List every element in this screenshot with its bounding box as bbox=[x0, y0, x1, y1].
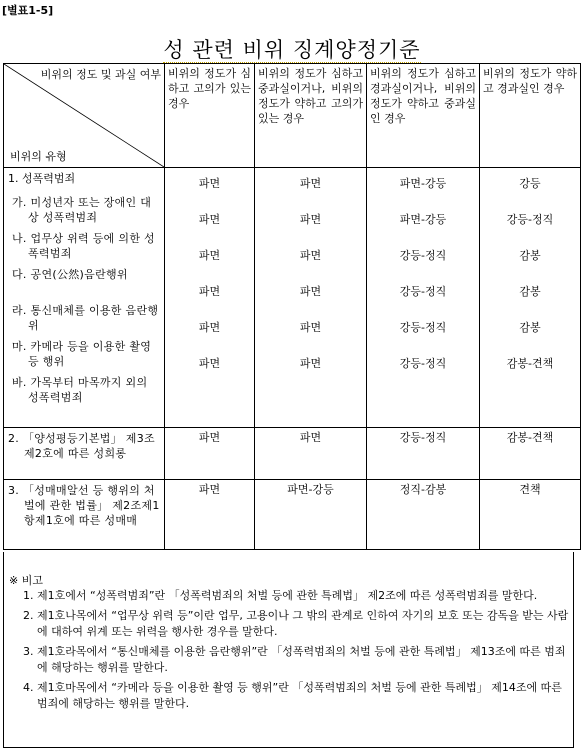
penalty-value: 파면 bbox=[299, 285, 322, 298]
penalty-value: 파면 bbox=[299, 321, 322, 334]
penalty-column-3 bbox=[367, 168, 480, 428]
violation-type-cell bbox=[4, 168, 165, 428]
penalty-value: 강등 bbox=[519, 177, 541, 190]
table-row-sexual-violence bbox=[4, 168, 581, 428]
penalty-value: 강등-정직 bbox=[399, 249, 447, 262]
penalty-column-4 bbox=[480, 168, 581, 428]
penalty-value: 강등-정직 bbox=[506, 213, 554, 226]
violation-type-cell bbox=[4, 428, 165, 480]
note-item: 1. 제1호에서 “성폭력범죄”란 「성폭력범죄의 처벌 등에 관한 특례법」 제2조에 따른 성폭력범죄를 말한다. bbox=[23, 589, 538, 602]
penalty-value: 감봉 bbox=[519, 321, 541, 334]
table-row-sexual-harassment bbox=[4, 428, 581, 480]
note-item: 2. 제1호나목에서 “업무상 위력 등”이란 업무, 고용이나 그 밖의 관계로 인하여 자기의 보호 또는 감독을 받는 사람에 대하여 위계 또는 위력을 행사한 경우를 말한다. bbox=[23, 609, 569, 638]
header-column-3: 비위의 정도가 심하고 경과실이거나, 비위의 정도가 약하고 중과실인 경우 bbox=[367, 64, 480, 168]
penalty-column-1 bbox=[165, 168, 255, 428]
notes-section bbox=[3, 552, 574, 748]
row-title: 1. 성폭력범죄 bbox=[8, 172, 76, 185]
list-item: 나. 업무상 위력 등에 의한 성폭력범죄 bbox=[12, 232, 155, 260]
list-item: 라. 통신매체를 이용한 음란행위 bbox=[12, 304, 159, 332]
list-item: 다. 공연(公然)음란행위 bbox=[12, 268, 128, 281]
header-type-label: 비위의 유형 bbox=[10, 150, 67, 163]
penalty-column-2 bbox=[255, 168, 367, 428]
header-row bbox=[4, 64, 581, 168]
violation-type-cell bbox=[4, 480, 165, 550]
diagonal-header-cell bbox=[4, 64, 165, 168]
penalty-value: 파면 bbox=[198, 285, 221, 298]
notes-title: ※ 비고 bbox=[9, 574, 43, 587]
penalty-value: 강등-정직 bbox=[399, 357, 447, 370]
note-item: 4. 제1호마목에서 “카메라 등을 이용한 촬영 등 행위”란 「성폭력범죄의 처벌 등에 관한 특례법」 제14조에 따른 범죄에 해당하는 행위를 말한다. bbox=[23, 681, 562, 710]
penalty-value: 파면 bbox=[198, 213, 221, 226]
penalty-value: 파면-강등 bbox=[255, 480, 367, 550]
row-title: 2. 「양성평등기본법」 제3조제2호에 따른 성희롱 bbox=[8, 432, 155, 460]
penalty-table bbox=[3, 63, 581, 550]
penalty-value: 강등-정직 bbox=[399, 285, 447, 298]
penalty-value: 파면 bbox=[198, 177, 221, 190]
header-column-2: 비위의 정도가 심하고 중과실이거나, 비위의 정도가 약하고 고의가 있는 경우 bbox=[255, 64, 367, 168]
penalty-value: 파면-강등 bbox=[399, 213, 447, 226]
document-title: 성 관련 비위 징계양정기준 bbox=[163, 38, 421, 62]
header-column-1: 비위의 정도가 심하고 고의가 있는 경우 bbox=[165, 64, 255, 168]
penalty-value: 파면 bbox=[255, 428, 367, 480]
penalty-value: 파면 bbox=[198, 249, 221, 262]
penalty-value: 파면 bbox=[165, 480, 255, 550]
penalty-value: 감봉-견책 bbox=[480, 428, 581, 480]
table-row-prostitution bbox=[4, 480, 581, 550]
penalty-value: 파면 bbox=[198, 321, 221, 334]
note-item: 3. 제1호라목에서 “통신매체를 이용한 음란행위”란 「성폭력범죄의 처벌 등에 관한 특례법」 제13조에 따른 범죄에 해당하는 행위를 말한다. bbox=[23, 645, 566, 674]
list-item: 가. 미성년자 또는 장애인 대상 성폭력범죄 bbox=[12, 196, 152, 224]
penalty-value: 견책 bbox=[480, 480, 581, 550]
penalty-value: 파면 bbox=[165, 428, 255, 480]
penalty-value: 파면 bbox=[299, 213, 322, 226]
penalty-value: 강등-정직 bbox=[399, 321, 447, 334]
penalty-value: 파면-강등 bbox=[399, 177, 447, 190]
penalty-value: 파면 bbox=[299, 357, 322, 370]
penalty-value: 감봉 bbox=[519, 249, 541, 262]
penalty-value: 파면 bbox=[299, 177, 322, 190]
appendix-label: [별표1-5] bbox=[2, 4, 54, 17]
list-item: 바. 가목부터 마목까지 외의 성폭력범죄 bbox=[12, 376, 148, 404]
header-degree-label: 비위의 정도 및 과실 여부 bbox=[40, 68, 161, 81]
header-column-4: 비위의 정도가 약하고 경과실인 경우 bbox=[480, 64, 581, 168]
penalty-value: 감봉-견책 bbox=[506, 357, 554, 370]
penalty-value: 정직-감봉 bbox=[367, 480, 480, 550]
penalty-value: 강등-정직 bbox=[367, 428, 480, 480]
list-item: 마. 카메라 등을 이용한 촬영 등 행위 bbox=[12, 340, 152, 368]
row-title: 3. 「성매매알선 등 행위의 처벌에 관한 법률」 제2조제1항제1호에 따른 성매매 bbox=[8, 484, 160, 527]
penalty-value: 파면 bbox=[198, 357, 221, 370]
penalty-value: 감봉 bbox=[519, 285, 541, 298]
penalty-value: 파면 bbox=[299, 249, 322, 262]
